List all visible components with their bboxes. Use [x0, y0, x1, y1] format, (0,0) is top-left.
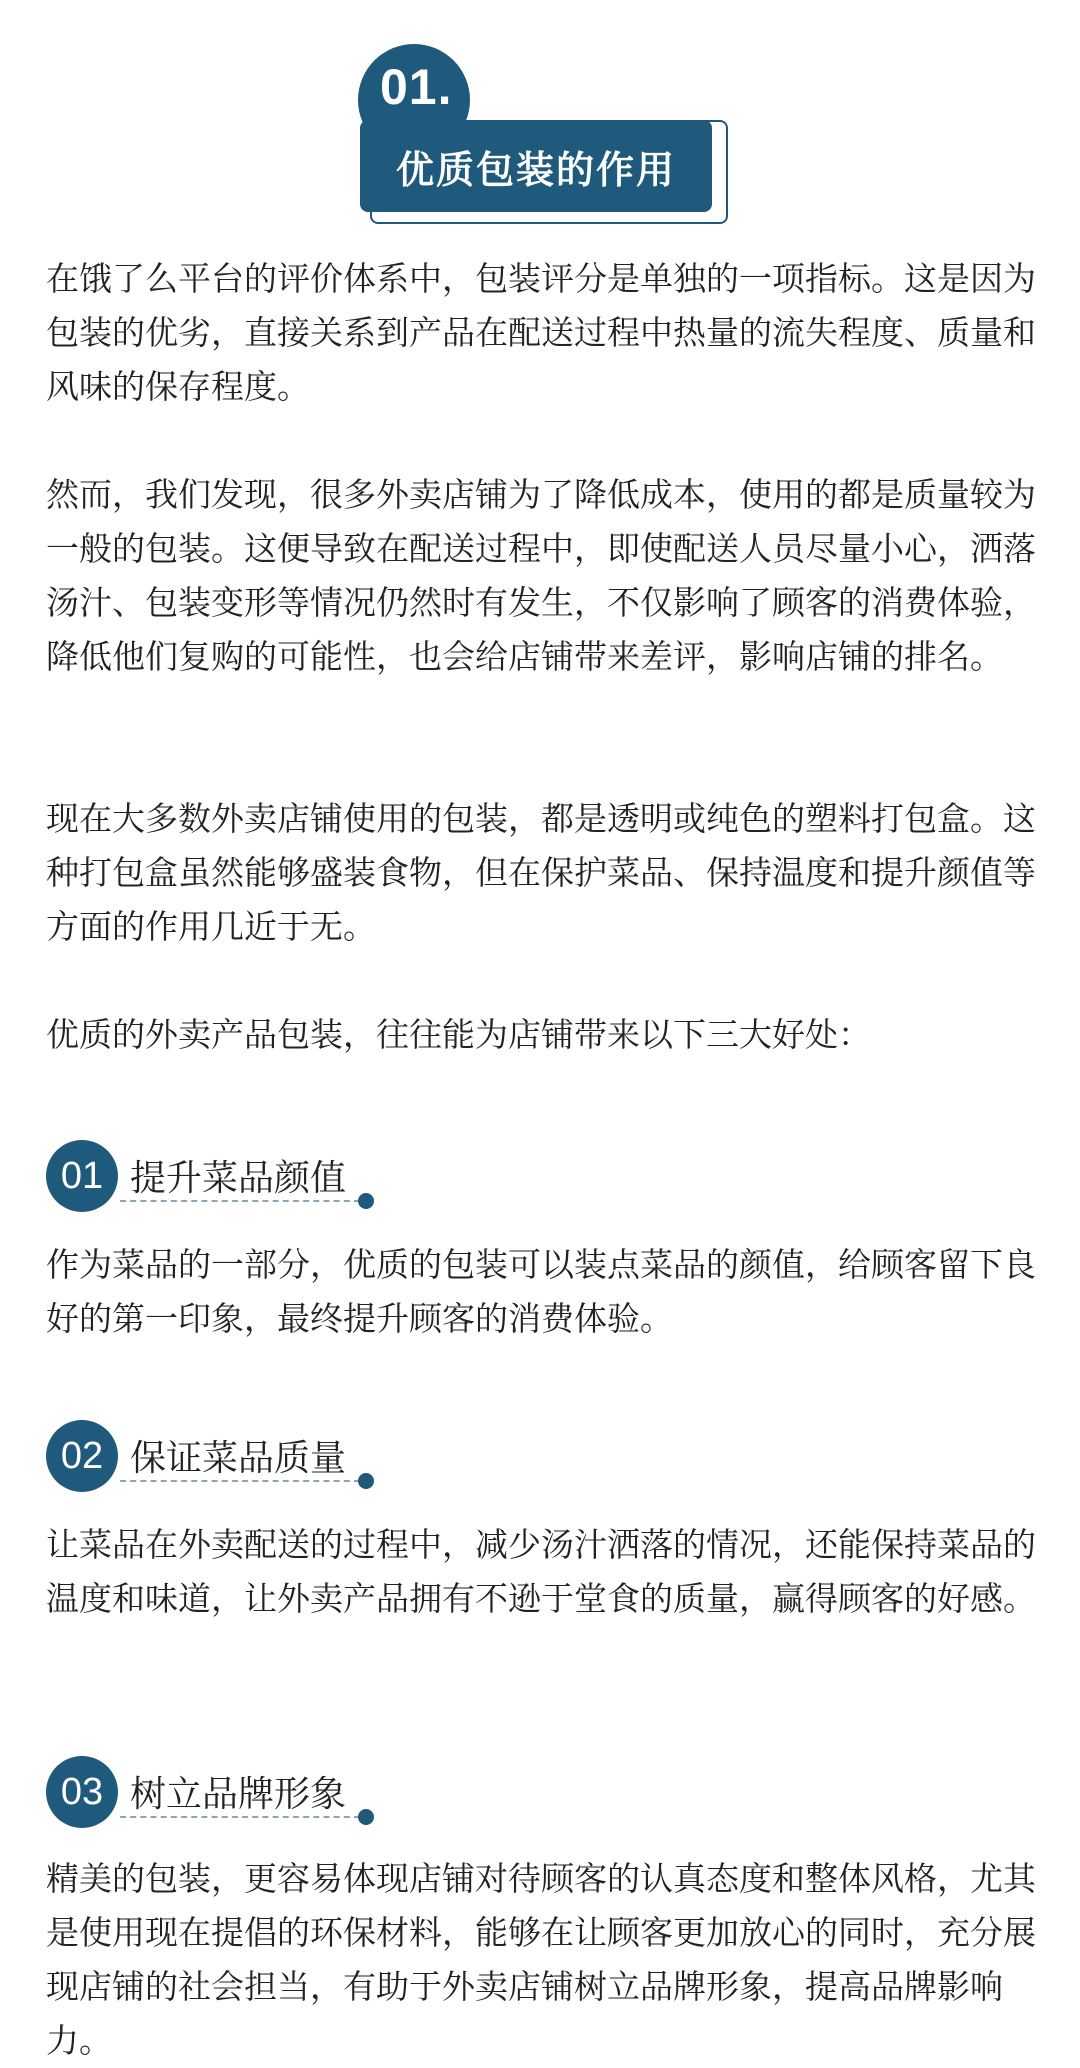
- section-heading-1: [46, 1140, 446, 1220]
- section-number-circle: [46, 1420, 118, 1492]
- page-title: 优质包装的作用: [395, 147, 676, 192]
- section-body-3: 精美的包装，更容易体现店铺对待顾客的认真态度和整体风格，尤其是使用现在提倡的环保材料，能够在让顾客更加放心的同时，充分展现店铺的社会担当，有助于外卖店铺树立品牌形象，提高品牌影响力。: [46, 1859, 1036, 2060]
- section-dashed-divider: [120, 1816, 360, 1818]
- section-heading-2: [46, 1420, 446, 1500]
- section-number: 01: [60, 1154, 104, 1197]
- intro-paragraph-4: 优质的外卖产品包装，往往能为店铺带来以下三大好处：: [46, 1015, 871, 1054]
- section-number-circle: [46, 1756, 118, 1828]
- section-title: 树立品牌形象: [130, 1774, 347, 1815]
- header-number: 01.: [380, 59, 453, 115]
- section-number: 03: [60, 1770, 104, 1813]
- section-dot-marker: [358, 1473, 374, 1489]
- section-number-circle: [46, 1140, 118, 1212]
- intro-paragraph-1: 在饿了么平台的评价体系中，包装评分是单独的一项指标。这是因为包装的优劣，直接关系到产品在配送过程中热量的流失程度、质量和风味的保存程度。: [46, 259, 1036, 406]
- section-dashed-divider: [120, 1480, 360, 1482]
- section-dashed-divider: [120, 1200, 360, 1202]
- section-title: 提升菜品颜值: [130, 1158, 347, 1199]
- intro-paragraph-3: 现在大多数外卖店铺使用的包装，都是透明或纯色的塑料打包盒。这种打包盒虽然能够盛装食物，但在保护菜品、保持温度和提升颜值等方面的作用几近于无。: [46, 799, 1036, 946]
- section-body-1: 作为菜品的一部分，优质的包装可以装点菜品的颜值，给顾客留下良好的第一印象，最终提升顾客的消费体验。: [46, 1245, 1036, 1338]
- header-badge: [358, 44, 728, 224]
- header-title-box: [360, 120, 712, 212]
- section-body-2: 让菜品在外卖配送的过程中，减少汤汁洒落的情况，还能保持菜品的温度和味道，让外卖产品拥有不逊于堂食的质量，赢得顾客的好感。: [46, 1525, 1036, 1618]
- section-dot-marker: [358, 1809, 374, 1825]
- intro-paragraph-2: 然而，我们发现，很多外卖店铺为了降低成本，使用的都是质量较为一般的包装。这便导致在配送过程中，即使配送人员尽量小心，洒落汤汁、包装变形等情况仍然时有发生，不仅影响了顾客的消费体验，降低他们复购的可能性，也会给店铺带来差评，影响店铺的排名。: [46, 475, 1036, 676]
- section-heading-3: [46, 1756, 446, 1836]
- section-title: 保证菜品质量: [130, 1438, 347, 1479]
- section-dot-marker: [358, 1193, 374, 1209]
- section-number: 02: [60, 1434, 104, 1477]
